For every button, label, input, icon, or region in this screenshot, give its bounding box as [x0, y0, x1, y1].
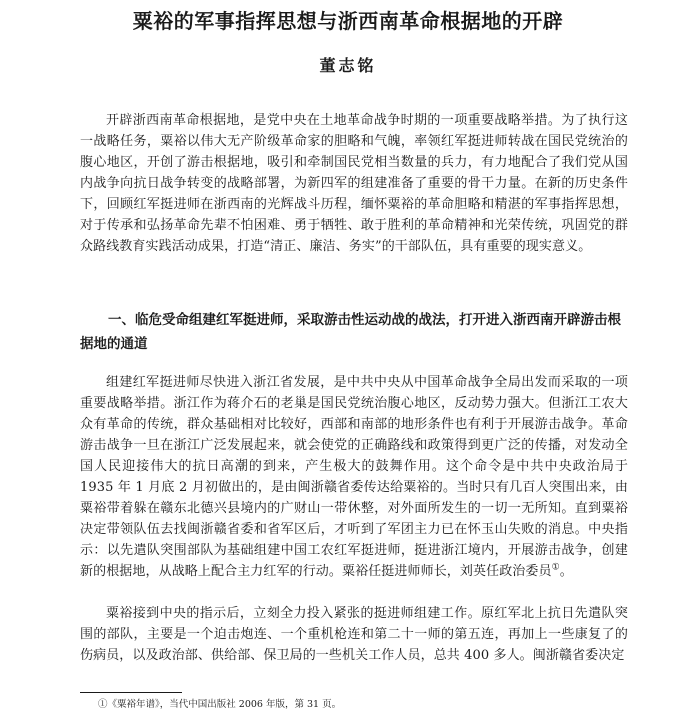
intro-paragraph: 开辟浙西南革命根据地，是党中央在土地革命战争时期的一项重要战略举措。为了执行这一战略任务，粟裕以伟大无产阶级革命家的胆略和气魄，率领红军挺进师转战在国民党统治的腹心地区，开创了游击根据地，吸引和牵制国民党相当数量的兵力，有力地配合了我们党从国内战争向抗日战争转变的战略部署，为新四军的组建准备了重要的骨干力量。在新的历史条件下，回顾红军挺进师在浙西南的光辉战斗历程，缅怀粟裕的革命胆略和精湛的军事指挥思想，对于传承和弘扬革命先辈不怕困难、勇于牺牲、敢于胜利的革命精神和光荣传统，巩固党的群众路线教育实践活动成果，打造“清正、廉洁、务实”的干部队伍，具有重要的现实意义。	[80, 113, 628, 254]
body-paragraph-3: 粟裕接到中央的指示后，立刻全力投入紧张的挺进师组建工作。原红军北上抗日先遣队突围的部队，主要是一个迫击炮连、一个重机枪连和第二十一师的第五连，再加上一些康复了的伤病员，以及政治部、供给部、保卫局的一些机关工作人员，总共 400 多人。闽浙赣省委决定	[80, 606, 628, 663]
body-paragraph-2: 组建红军挺进师尽快进入浙江省发展，是中共中央从中国革命战争全局出发而采取的一项重要战略举措。浙江作为蒋介石的老巢是国民党统治腹心地区，反动势力强大。但浙江工农大众有革命的传统，群众基础相对比较好，西部和南部的地形条件也有利于开展游击战争。革命游击战争一旦在浙江广泛发展起来，就会使党的正确路线和政策得到更广泛的传播，对发动全国人民迎接伟大的抗日高潮的到来，产生极大的鼓舞作用。这个命令是中共中央政治局于 1935 年 1 月底 2 月初做出的，是由闽浙赣省委传达给粟裕的。当时只有几百人突围出来，由粟裕带着躲在赣东北德兴县境内的广财山一带休整，对外面所发生的一切一无所知。直到粟裕决定带领队伍去找闽浙赣省委和省军区后，才听到了军团主力已在怀玉山失败的消息。中央指示：以先遣队突围部队为基础组建中国工农红军挺进师，挺进浙江境内，开展游击战争，创建新的根据地，从战略上配合主力红军的行动。粟裕任挺进师师长，刘英任政治委员①。	[80, 375, 628, 579]
body-paragraph-2-text: 组建红军挺进师尽快进入浙江省发展，是中共中央从中国革命战争全局出发而采取的一项重要战略举措。浙江作为蒋介石的老巢是国民党统治腹心地区，反动势力强大。但浙江工农大众有革命的传统，群众基础相对比较好，西部和南部的地形条件也有利于开展游击战争。革命游击战争一旦在浙江广泛发展起来，就会使党的正确路线和政策得到更广泛的传播，对发动全国人民迎接伟大的抗日高潮的到来，产生极大的鼓舞作用。这个命令是中共中央政治局于 1935 年 1 月底 2 月初做出的，是由闽浙赣省委传达给粟裕的。当时只有几百人突围出来，由粟裕带着躲在赣东北德兴县境内的广财山一带休整，对外面所发生的一切一无所知。直到粟裕决定带领队伍去找闽浙赣省委和省军区后，才听到了军团主力已在怀玉山失败的消息。中央指示：以先遣队突围部队为基础组建中国工农红军挺进师，挺进浙江境内，开展游击战争，创建新的根据地，从战略上配合主力红军的行动。粟裕任挺进师师长，刘英任政治委员	[80, 375, 628, 579]
footnote-text: ①《粟裕年谱》，当代中国出版社 2006 年版，第 31 页。	[98, 699, 342, 710]
section-heading: 一、临危受命组建红军挺进师，采取游击性运动战的战法，打开进入浙西南开辟游击根据地的通道	[80, 312, 621, 352]
footnote-marker: ①	[551, 562, 560, 573]
article-title: 粟裕的军事指挥思想与浙西南革命根据地的开辟	[132, 9, 564, 33]
footnote-divider	[80, 692, 182, 693]
article-author: 董志铭	[319, 56, 377, 75]
